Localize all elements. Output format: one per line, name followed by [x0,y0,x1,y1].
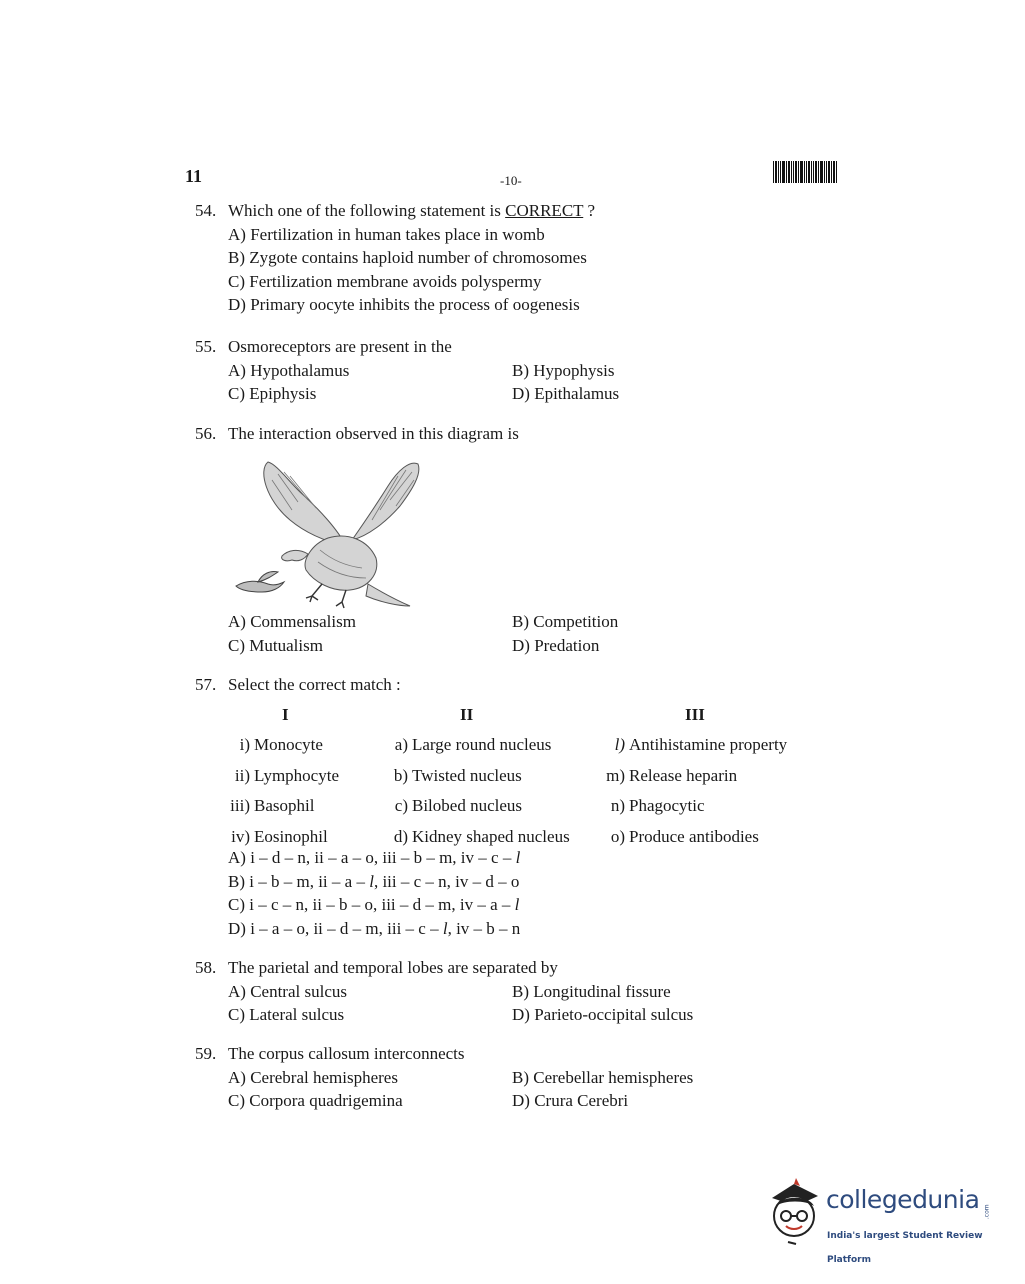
cell-col3: Phagocytic [629,796,705,815]
emphasis-correct: CORRECT [505,201,584,220]
item-letter: d) [393,826,408,846]
item-letter: c) [394,796,408,815]
option-c: C) Lateral sulcus [228,1005,345,1024]
eagle-hunting-bird-illustration [228,450,428,610]
cell-col2: Large round nucleus [412,735,552,754]
item-letter: o) [610,826,625,846]
question-56-options [195,610,855,657]
option-a: A) Cerebral hemispheres [228,1067,398,1087]
option-b: B) Longitudinal fissure [512,981,671,1001]
question-59 [195,1042,855,1113]
brand-name: collegedunia [826,1185,980,1214]
cell-col2: Bilobed nucleus [412,796,523,815]
match-table [220,703,820,847]
question-56 [195,422,855,446]
option-c: C) i – c – n, ii – b – o, iii – d – m, iv – a – l [228,895,520,914]
cell-col2: Twisted nucleus [412,765,522,785]
option-c: C) Fertilization membrane avoids polyspermy [228,271,542,291]
barcode [773,161,839,183]
cell-col2: Kidney shaped nucleus [412,826,570,846]
collegedunia-watermark [766,1178,996,1265]
question-stem: The corpus callosum interconnects [228,1044,465,1063]
item-letter: a) [394,735,408,754]
cell-col3: Antihistamine property [629,735,788,754]
question-55 [195,335,855,406]
question-number: 59. [195,1044,217,1063]
option-b: B) Cerebellar hemispheres [512,1067,694,1087]
item-number: iii) [230,796,250,815]
question-number: 56. [195,424,217,443]
option-d: D) Crura Cerebri [512,1091,629,1110]
question-number: 55. [195,337,217,356]
question-stem: The interaction observed in this diagram is [228,424,519,443]
match-row [220,825,820,847]
set-number: 11 [185,166,203,186]
option-b: B) Hypophysis [512,360,615,380]
option-a: A) Commensalism [228,612,356,631]
item-number: ii) [234,765,250,785]
cell-col1: Monocyte [254,735,323,754]
cell-col1: Basophil [254,796,315,815]
match-row [220,764,820,795]
option-d: D) Primary oocyte inhibits the process of oogenesis [228,295,580,314]
question-57 [195,673,855,697]
item-number: iv) [231,826,250,846]
option-b: B) Zygote contains haploid number of chromosomes [228,248,587,267]
cell-col1: Lymphocyte [254,765,339,785]
mascot-icon [766,1178,824,1248]
question-54 [195,199,855,317]
item-number: i) [239,735,250,754]
brand-domain: .com [983,1204,991,1220]
option-c: C) Epiphysis [228,384,317,403]
page-number: -10- [500,173,522,188]
question-number: 57. [195,675,217,694]
option-b: B) i – b – m, ii – a – l, iii – c – n, iv – d – o [228,871,520,891]
match-row [220,733,820,764]
option-a: A) Fertilization in human takes place in womb [228,224,545,244]
question-stem: Which one of the following statement is CORRECT ? [228,201,596,220]
question-stem: Select the correct match : [228,675,401,694]
option-d: D) Predation [512,635,600,655]
option-a: A) i – d – n, ii – a – o, iii – b – m, iv – c – l [228,848,521,867]
item-letter: b) [393,765,408,785]
match-header-row [220,703,820,733]
question-number: 54. [195,201,217,220]
option-c: C) Corpora quadrigemina [228,1091,403,1110]
option-a: A) Central sulcus [228,981,347,1001]
question-58 [195,956,855,1027]
cell-col3: Release heparin [629,765,738,785]
cell-col1: Eosinophil [254,826,328,846]
question-stem: The parietal and temporal lobes are separated by [228,958,558,977]
cell-col3: Produce antibodies [629,826,759,846]
match-row [220,794,820,825]
item-letter: l) [614,735,625,754]
question-number: 58. [195,958,217,977]
question-57-options [195,846,855,940]
column-header-ii: II [460,705,474,724]
option-d: D) Epithalamus [512,384,620,403]
option-d: D) Parieto-occipital sulcus [512,1005,694,1024]
column-header-iii: III [685,705,705,724]
option-a: A) Hypothalamus [228,360,350,380]
option-d: D) i – a – o, ii – d – m, iii – c – l, iv – b – n [228,918,521,938]
item-letter: m) [606,765,625,785]
item-letter: n) [610,796,625,815]
question-stem: Osmoreceptors are present in the [228,337,452,356]
option-b: B) Competition [512,612,619,631]
column-header-i: I [282,705,289,724]
brand-tagline: India's largest Student Review Platform [827,1231,983,1265]
option-c: C) Mutualism [228,635,323,655]
